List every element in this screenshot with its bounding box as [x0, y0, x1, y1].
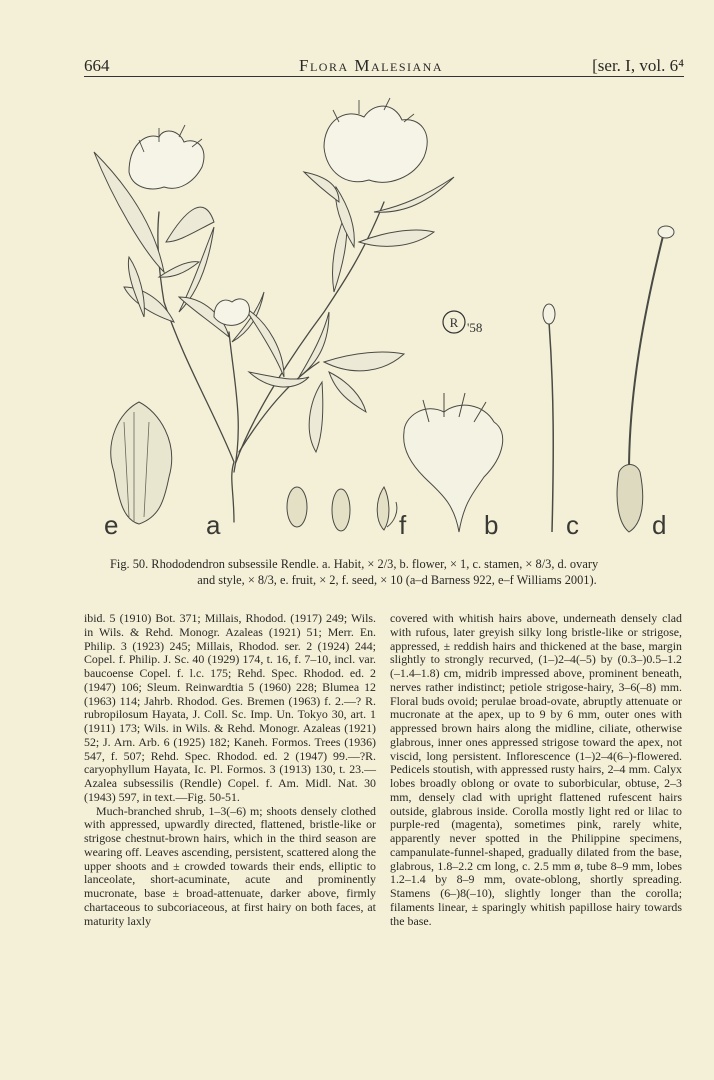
- text-column-right: [390, 612, 682, 928]
- flower-cluster-mid: [214, 299, 249, 326]
- page-number: 664: [84, 56, 110, 75]
- label-a: a: [206, 510, 221, 540]
- header-rule: [84, 76, 684, 77]
- description-paragraph: Much-branched shrub, 1–3(–6) m; shoots densely clothed with appressed, upwardly directed, flattened, bristle-like or strigose chestnut-brown hairs, which in the third season are wearing off. Leaves ascending, persistent, scattered along the upper shoots and ± crowded towards their ends, elliptic to lanceolate, short-acuminate, acute and prominently mucronate, base ± broad-attenuate, darker above, firmly chartaceous to subcoriaceous, at first hairy on both faces, at maturity laxly: [84, 803, 376, 928]
- leaf: [299, 312, 329, 377]
- leaf: [159, 262, 199, 277]
- caption-line-2: and style, × 8/3, e. fruit, × 2, f. seed, × 10 (a–d Barness 922, e–f Williams 2001).: [197, 573, 597, 587]
- leaf: [124, 287, 174, 322]
- label-c: c: [566, 510, 579, 540]
- label-e: e: [104, 510, 119, 540]
- flower-cluster-right: [324, 106, 427, 182]
- leaf: [244, 307, 284, 377]
- description-continued: covered with whitish hairs above, underneath densely clad with rufous, later greyish silky long bristle-like or strigose, appressed, ± reddish hairs and thickened at the base, margin slightly to strongly recurved, (1–)2–4(–5) by (0.3–)0.5–1.2 (–1.4–1.8) cm, midrib impressed above, prominent beneath, nerves rather indistinct; petiole strigose-hairy, 3–6(–8) mm. Floral buds ovoid; perulae broad-ovate, abruptly attenuate or mucronate at the apex, up to 9 by 6 mm, outer ones with appressed brown hairs along the midline, ciliate, otherwise glabrous, inner ones appressed strigose toward the apex, not viscid, long persistent. Inflorescence (1–)2–4(6–)-flowered. Pedicels stoutish, with appressed rusty hairs, 2–4 mm. Calyx lobes broadly oblong or ovate to suborbicular, obtuse, 2–3 mm, densely clad with upright flattened rufescent hairs outside, glabrous inside. Corolla mostly light red or lilac to purple-red (magenta), sometimes pink, rarely white, apparently never spotted in the Philippine specimens, campanulate-funnel-shaped, gradually dilated from the base, glabrous, 1.8–2.2 cm long, c. 2.5 mm ø, tube 8–9 mm, lobes 1.2–1.4 by 8–9 mm, ovate-oblong, shortly spreading. Stamens (6–)8(–10), slightly longer than the corolla; filaments linear, ± sparingly whitish papillose hairy towards the base.: [390, 611, 682, 928]
- label-b: b: [484, 510, 499, 540]
- leaf: [304, 172, 339, 202]
- leaf: [329, 372, 366, 412]
- running-header: [84, 52, 684, 78]
- habit-branch-mid: [229, 332, 238, 472]
- seed-drawing: [377, 487, 389, 530]
- botanical-plate: [84, 92, 684, 542]
- label-d: d: [652, 510, 667, 540]
- leaf: [324, 352, 404, 371]
- synonymy-paragraph: ibid. 5 (1910) Bot. 371; Millais, Rhodod. (1917) 249; Wils. in Wils. & Rehd. Monogr. Azaleas (1921) 51; Merr. En. Philip. 3 (1923) 245; Millais, Rhodod. ser. 2 (1924) 244; Copel. f. Philip. J. Sc. 40 (1929) 174, t. 16, f. 7–10, incl. var. baucoense Copel. f. l.c. 175; Rehd. Spec. Rhodod. ed. 2 (1947) 106; Sleum. Reinwardtia 5 (1960) 228; Blumea 12 (1963) 114; Jahrb. Rhodod. Ges. Bremen (1963) f. 2.—? R. rubropilosum Hayata, J. Coll. Sc. Imp. Un. Tokyo 30, art. 1 (1911) 173; Wils. in Wils. & Rehd. Monogr. Azaleas (1921) 52; J. Arn. Arb. 6 (1925) 182; Kaneh. Formos. Trees (1936) 547, f. 507; Rehd. Spec. Rhodod. ed. 2 (1947) 99.—?R. caryophyllum Hayata, Ic. Pl. Formos. 3 (1913) 130, t. 23.— Azalea subsessilis (Rendle) Copel. f. Am. Midl. Nat. 30 (1943) 597, in text.—Fig. 50-51.: [84, 611, 376, 804]
- monogram-letter: R: [449, 315, 459, 330]
- stamen-drawing: [549, 322, 553, 532]
- text-column-left: [84, 612, 376, 928]
- figure-caption: [110, 556, 684, 588]
- artist-monogram: [443, 311, 482, 335]
- ovary-style-drawing: [629, 232, 664, 472]
- label-f: f: [399, 510, 407, 540]
- fruit-drawing: [111, 402, 172, 524]
- leaf: [309, 382, 323, 452]
- seed-drawing: [332, 489, 350, 531]
- habit-branch-low: [239, 362, 319, 452]
- monogram-year: '58: [467, 320, 483, 335]
- flower-cluster-left: [129, 131, 204, 189]
- seed-drawing: [287, 487, 307, 527]
- running-title: Flora Malesiana: [299, 56, 443, 75]
- leaf: [128, 257, 144, 317]
- series-volume: [ser. I, vol. 6⁴: [592, 56, 684, 75]
- caption-line-1: Fig. 50. Rhododendron subsessile Rendle. a. Habit, × 2/3, b. flower, × 1, c. stamen, × 8/3, d. ovary: [110, 557, 599, 571]
- leaf: [249, 372, 309, 387]
- leaf: [166, 207, 214, 242]
